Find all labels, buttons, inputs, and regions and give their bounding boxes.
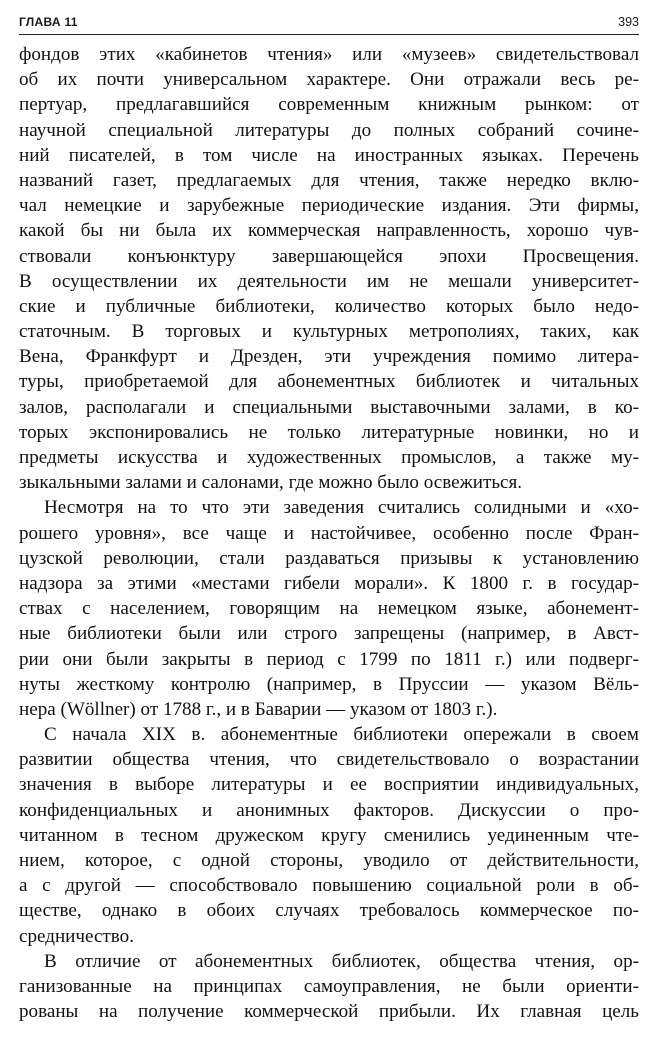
text-line: рии они были закрыты в период с 1799 по 1811 г.) или подверг- (19, 648, 639, 670)
text-line: В осуществлении их деятельности им не мешали университет- (19, 270, 639, 292)
text-line: ганизованные на принципах самоуправления, не были ориенти- (19, 975, 639, 997)
text-line: конфиденциальных и анонимных факторов. Дискуссии о про- (19, 799, 639, 821)
text-line: туры, приобретаемой для абонементных библиотек и читальных (19, 371, 639, 393)
text-line: надзора за этими «местами гибели морали». К 1800 г. в государ- (19, 572, 639, 594)
body-text (19, 42, 639, 1060)
text-line: пертуар, предлагавшийся современным книжным рынком: от (19, 94, 639, 116)
text-line: научной специальной литературы до полных собраний сочине- (19, 119, 639, 141)
text-line: рошего уровня», все чаще и настойчивее, особенно после Фран- (19, 522, 639, 544)
text-line: значения в выборе литературы и ее восприятии индивидуальных, (19, 774, 639, 796)
text-line: Вена, Франкфурт и Дрезден, эти учреждения помимо литера- (19, 346, 639, 368)
text-line: фондов этих «кабинетов чтения» или «музеев» свидетельствовал (19, 44, 639, 65)
text-line: Несмотря на то что эти заведения считались солидными и «хо- (44, 497, 639, 519)
text-line: предметы искусства и художественных промыслов, а также му- (19, 447, 639, 468)
text-line: нием, которое, с одной стороны, уводило от действительности, (19, 850, 639, 871)
text-line: какой бы ни была их коммерческая направленность, хорошо чув- (19, 220, 639, 242)
running-header (19, 14, 639, 32)
text-line: нера (Wöllner) от 1788 г., и в Баварии — указом от 1803 г.). (19, 698, 498, 720)
text-line: об их почти универсальном характере. Они отражали весь ре- (19, 69, 639, 91)
paragraph (19, 722, 639, 949)
text-line: залов, располагали и специальными выставочными залами, в ко- (19, 396, 639, 418)
text-line: нуты жесткому контролю (например, в Пруссии — указом Вёль- (19, 673, 639, 695)
text-line: чал немецкие и зарубежные периодические издания. Эти фирмы, (19, 195, 639, 217)
header-rule (19, 34, 639, 35)
text-line: зыкальными залами и салонами, где можно было освежиться. (19, 472, 523, 494)
text-line: а с другой — способствовало повышению социальной роли в об- (19, 875, 639, 897)
text-line: ские и публичные библиотеки, количество которых было недо- (19, 295, 639, 317)
text-line: названий газет, предлагаемых для чтения, также нередко вклю- (19, 169, 639, 191)
text-line: ные библиотеки были или строго запрещены (например, в Авст- (19, 623, 639, 645)
paragraph (19, 42, 639, 495)
text-line: торых экспонировались не только литературные новинки, но и (19, 421, 639, 443)
text-line: В отличие от абонементных библиотек, общества чтения, ор- (44, 950, 639, 972)
text-line: С начала XIX в. абонементные библиотеки опережали в своем (44, 724, 639, 746)
chapter-label: ГЛАВА 11 (19, 15, 78, 29)
page-number: 393 (618, 15, 639, 29)
paragraph (19, 495, 639, 722)
paragraph (19, 949, 639, 1025)
text-line: статочным. В торговых и культурных метрополиях, таких, как (19, 321, 639, 343)
text-line: цузской революции, стали раздаваться призывы к установлению (19, 547, 639, 569)
text-line: ществе, однако в обоих случаях требовалось коммерческое по- (19, 900, 639, 922)
text-line: развитии общества чтения, что свидетельствовало о возрастании (19, 749, 639, 771)
text-line: читанном в тесном дружеском кругу сменились уединенным чте- (19, 824, 639, 846)
text-line: ний писателей, в том числе на иностранных языках. Перечень (19, 144, 639, 166)
text-line: ствовали конъюнктуру завершающейся эпохи Просвещения. (19, 245, 639, 267)
text-line: рованы на получение коммерческой прибыли. Их главная цель (19, 1001, 639, 1023)
text-line: ствах с населением, говорящим на немецком языке, абонемент- (19, 598, 639, 620)
text-line: средничество. (19, 925, 134, 947)
